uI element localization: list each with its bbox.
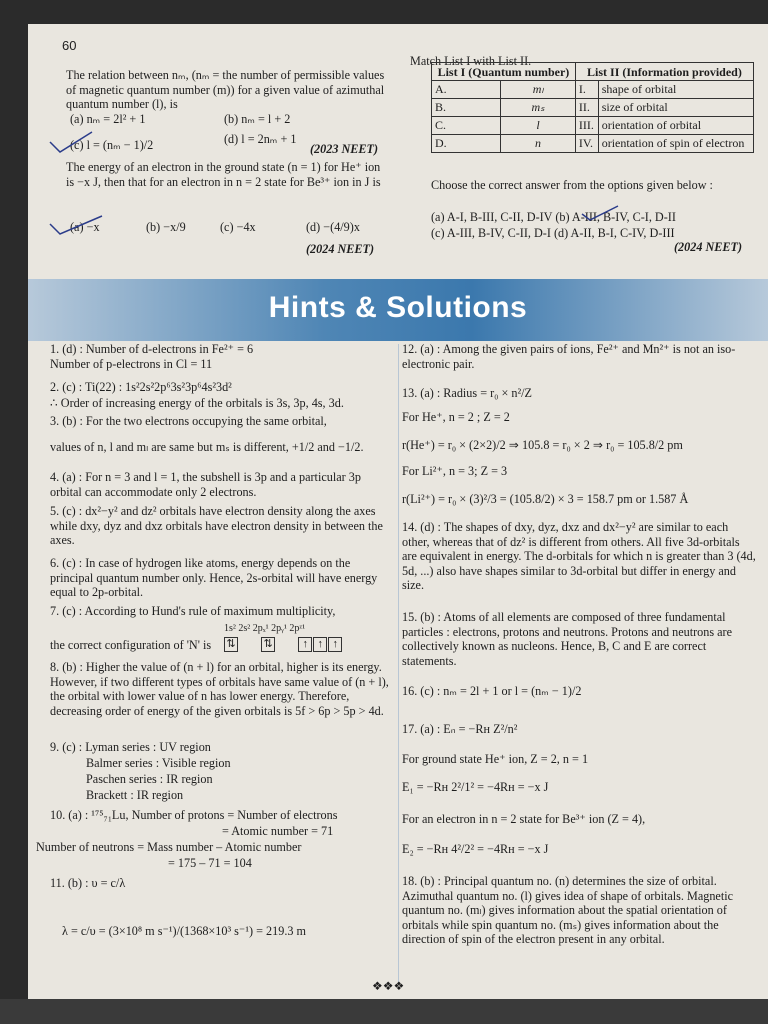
hint-17-line-1: 17. (a) : Eₙ = −Rʜ Z²/n² <box>402 722 518 736</box>
hint-11-line-1: 11. (b) : υ = c/λ <box>50 876 126 890</box>
table-cell: size of orbital <box>598 99 753 117</box>
question-16-option-b: (b) nₘ = l + 2 <box>224 112 291 126</box>
table-cell: orientation of orbital <box>598 117 753 135</box>
table-cell: B. <box>432 99 501 117</box>
orbital-box-2px: ↑ <box>298 637 312 652</box>
table-row <box>432 81 754 99</box>
table-cell: A. <box>432 81 501 99</box>
hint-2-line-2: ∴ Order of increasing energy of the orbitals is 3s, 3p, 4s, 3d. <box>50 396 344 410</box>
question-18-instruction: Choose the correct answer from the options given below : <box>431 178 713 192</box>
hint-3-line-1: 3. (b) : For the two electrons occupying the same orbital, <box>50 414 327 428</box>
table-cell: I. <box>575 81 598 99</box>
table-header-list-2: List II (Information provided) <box>575 63 753 81</box>
hint-10-line-4: = 175 – 71 = 104 <box>168 856 252 870</box>
question-16-option-a: (a) nₘ = 2l² + 1 <box>70 112 146 126</box>
hint-17-line-5: E₂ = −Rʜ 4²/2² = −4Rʜ = −x J <box>402 842 549 856</box>
orbital-box-2py: ↑ <box>313 637 327 652</box>
question-16-option-d: (d) l = 2nₘ + 1 <box>224 132 297 146</box>
orbital-box-2pz: ↑ <box>328 637 342 652</box>
hint-2-line-1: 2. (c) : Ti(22) : 1s²2s²2p⁶3s²3p⁶4s²3d² <box>50 380 232 394</box>
hint-9-line-2: Balmer series : Visible region <box>86 756 231 770</box>
table-row <box>432 135 754 153</box>
column-divider <box>398 344 399 984</box>
match-table <box>431 62 754 153</box>
table-cell: IV. <box>575 135 598 153</box>
question-18-options-cd: (c) A-III, B-IV, C-II, D-I (d) A-II, B-I, C-IV, D-III <box>431 226 675 240</box>
question-17-option-a: (a) −x <box>70 220 100 234</box>
question-17-option-c: (c) −4x <box>220 220 256 234</box>
hint-10-line-1: 10. (a) : ¹⁷⁵₇₁Lu, Number of protons = Number of electrons <box>50 808 338 822</box>
hint-13-line-4: For Li²⁺, n = 3; Z = 3 <box>402 464 508 478</box>
hint-12: 12. (a) : Among the given pairs of ions, Fe²⁺ and Mn²⁺ is not an iso-electronic pair. <box>402 342 736 371</box>
question-17 <box>66 160 386 189</box>
question-18-text: Match List I with List II. <box>410 54 532 68</box>
hint-7-orbital-labels: 1s² 2s² 2pₓ¹ 2pᵧ¹ 2pᶻ¹ <box>224 623 306 634</box>
hint-13-line-2: For He⁺, n = 2 ; Z = 2 <box>402 410 510 424</box>
hint-10-line-2: = Atomic number = 71 <box>222 824 334 838</box>
hint-9-line-4: Brackett : IR region <box>86 788 184 802</box>
footer-ornament: ❖❖❖ <box>372 979 405 993</box>
table-cell: II. <box>575 99 598 117</box>
question-16-option-c: (c) l = (nₘ − 1)/2 <box>70 138 154 152</box>
book-page <box>28 24 768 999</box>
hint-11-line-2: λ = c/υ = (3×10⁸ m s⁻¹)/(1368×10³ s⁻¹) = 219.3 m <box>62 924 306 938</box>
hint-17-line-4: For an electron in n = 2 state for Be³⁺ ion (Z = 4), <box>402 812 646 826</box>
question-16-year: (2023 NEET) <box>310 142 379 156</box>
section-banner <box>28 279 768 341</box>
table-row <box>432 99 754 117</box>
table-header-list-1: List I (Quantum number) <box>432 63 576 81</box>
hint-16: 16. (c) : nₘ = 2l + 1 or l = (nₘ − 1)/2 <box>402 684 582 698</box>
table-cell: mₛ <box>501 99 576 117</box>
hint-9-line-3: Paschen series : IR region <box>86 772 213 786</box>
pen-check-mark-icon <box>46 214 106 238</box>
pen-check-mark-icon <box>46 128 96 158</box>
section-title: Hints & Solutions <box>268 291 528 324</box>
table-cell: mₗ <box>501 81 576 99</box>
hint-13-line-3: r(He⁺) = r₀ × (2×2)/2 ⇒ 105.8 = r₀ × 2 ⇒ r₀ = 105.8/2 pm <box>402 438 683 452</box>
question-17-year: (2024 NEET) <box>306 242 375 256</box>
hint-3-line-2: values of n, l and mₗ are same but mₛ is different, +1/2 and −1/2. <box>50 440 364 454</box>
table-cell: C. <box>432 117 501 135</box>
orbital-box-2s: ⇅ <box>261 637 275 652</box>
table-row <box>432 117 754 135</box>
hint-15: 15. (b) : Atoms of all elements are composed of three fundamental particles : electrons, protons and neutrons. Protons and neutrons are collectively known as nucleons. Hence, B, C and E are correct statements. <box>402 610 732 668</box>
pen-check-mark-icon <box>580 204 620 224</box>
hint-18: 18. (b) : Principal quantum no. (n) determines the size of orbital. Azimuthal quantum no. (l) gives idea of shape of orbitals. Magnetic quantum no. (mₗ) gives information about the spatial orientation of orbitals while spin quantum no. (mₛ) gives information about the direction of spin of the electron present in any orbital. <box>402 874 734 946</box>
question-16-text: The relation between nₘ, (nₘ = the number of permissible values of magnetic quantum number (m)) for a given value of azimuthal quantum number (l), is <box>66 68 385 111</box>
hint-10-line-3: Number of neutrons = Mass number – Atomic number <box>36 840 302 854</box>
orbital-box-1s: ⇅ <box>224 637 238 652</box>
hint-13-line-1: 13. (a) : Radius = r₀ × n²/Z <box>402 386 532 400</box>
table-cell: shape of orbital <box>598 81 753 99</box>
hint-1-line-1: 1. (d) : Number of d-electrons in Fe²⁺ = 6 <box>50 342 254 356</box>
table-cell: III. <box>575 117 598 135</box>
question-18-options-ab: (a) A-I, B-III, C-II, D-IV (b) A-III, B-IV, C-I, D-II <box>431 210 676 224</box>
hint-7-line-2: the correct configuration of 'N' is <box>50 638 212 652</box>
background-strip <box>0 999 768 1024</box>
hint-5: 5. (c) : dx²−y² and dz² orbitals have electron density along the axes while dxy, dyz and dxz orbitals have electron density in between the axes. <box>50 504 383 547</box>
question-16 <box>66 68 386 112</box>
hint-8: 8. (b) : Higher the value of (n + l) for an orbital, higher is its energy. However, if two different types of orbitals have same value of (n + l), the orbital with lower value of n has lower energy. Therefore, decreasing order of energy of the given orbitals is 5f > 6p > 5p > 4d. <box>50 660 389 718</box>
hint-13-line-5: r(Li²⁺) = r₀ × (3)²/3 = (105.8/2) × 3 = 158.7 pm or 1.587 Å <box>402 492 689 506</box>
page-number: 60 <box>62 38 77 53</box>
hint-1-line-2: Number of p-electrons in Cl = 11 <box>50 357 213 371</box>
hint-14: 14. (d) : The shapes of dxy, dyz, dxz and dx²−y² are similar to each other, whereas that of dz² is different from others. All five 3d-orbitals are equivalent in energy. The d-orbitals for which n is greater than 3 (4d, 5d, ...) also have shapes similar to 3d-orbital but differ in energy and size. <box>402 520 756 592</box>
hint-9-line-1: 9. (c) : Lyman series : UV region <box>50 740 211 754</box>
table-cell: l <box>501 117 576 135</box>
table-cell: n <box>501 135 576 153</box>
question-17-option-d: (d) −(4/9)x <box>306 220 360 234</box>
orbital-box-diagram <box>224 636 343 652</box>
question-18-year: (2024 NEET) <box>674 240 743 254</box>
table-cell: D. <box>432 135 501 153</box>
question-17-text: The energy of an electron in the ground state (n = 1) for He⁺ ion is −x J, then that for an electron in n = 2 state for Be³⁺ ion in J is <box>66 160 381 189</box>
hint-6: 6. (c) : In case of hydrogen like atoms, energy depends on the principal quantum number only. Hence, 2s-orbital will have energy equal to 2p-orbital. <box>50 556 378 599</box>
hint-7-line-1: 7. (c) : According to Hund's rule of maximum multiplicity, <box>50 604 336 618</box>
hint-4: 4. (a) : For n = 3 and l = 1, the subshell is 3p and a particular 3p orbital can accommodate only 2 electrons. <box>50 470 361 499</box>
table-cell: orientation of spin of electron <box>598 135 753 153</box>
hint-17-line-2: For ground state He⁺ ion, Z = 2, n = 1 <box>402 752 589 766</box>
hint-17-line-3: E₁ = −Rʜ 2²/1² = −4Rʜ = −x J <box>402 780 549 794</box>
question-17-option-b: (b) −x/9 <box>146 220 186 234</box>
